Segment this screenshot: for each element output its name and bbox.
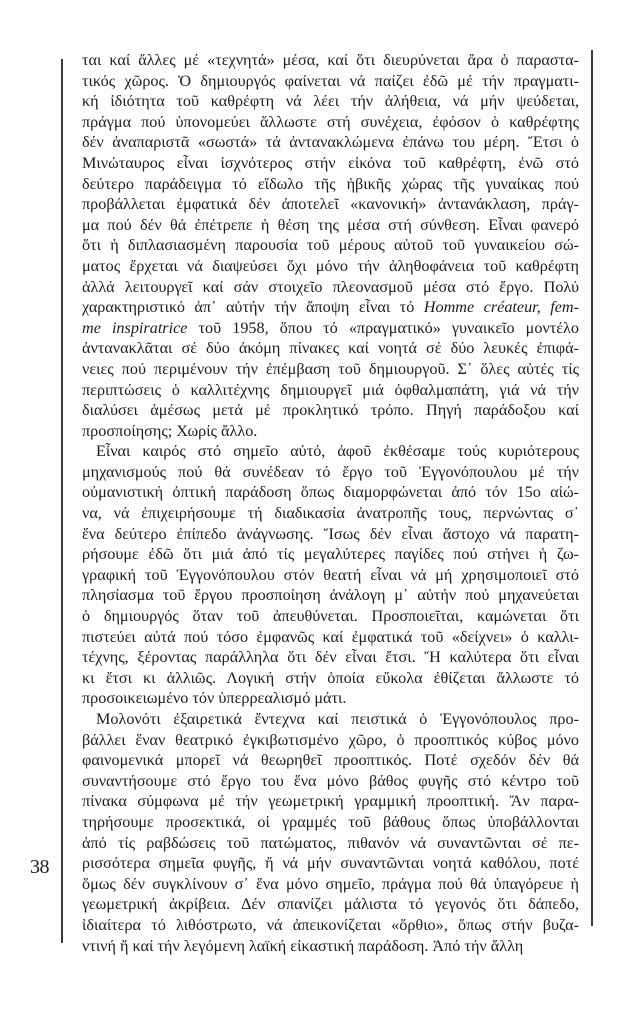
text-line: πιστεύει αὐτά πού τόσο ἐμφανῶς καί ἐμφατικά τοῦ «δείχνει» ὁ καλλι- — [82, 627, 579, 646]
text-line: ὅμως δέν συγκλίνουν σ᾽ ἕνα μόνο σημεῖο, πράγμα πού θά ὑπαγόρευε ἡ — [82, 874, 579, 893]
text-line: τέχνης, ξέροντας παράλληλα ὅτι δέν εἶναι ἔτσι. Ἤ καλύτερα ὅτι εἶναι — [82, 648, 579, 667]
text-line: βάλλει ἕναν θεατρικό ἐγκιβωτισμένο χῶρο, ὁ προοπτικός κύβος μόνο — [82, 730, 579, 749]
text-line: χαρακτηριστικό ἀπ᾽ αὐτήν τήν ἄποψη εἶναι τό Homme créateur, fem- — [82, 298, 579, 317]
text-line: φαινομενικά μπορεῖ νά θεωρηθεῖ προοπτικός. Ποτέ σχεδόν δέν θά — [82, 751, 579, 770]
text-line: διαλύσει ἀμέσως μετά μέ προκλητικό τρόπο. Πηγή παράδοξου καί — [82, 401, 579, 420]
paragraph — [82, 709, 579, 956]
text-line: γραφική τοῦ Ἐγγονόπουλου στόν θεατή εἶναι νά μή χρησιμοποιεῖ στό — [82, 565, 579, 584]
text-line: Μινώταυρος εἶναι ἰσχνότερος στήν εἰκόνα τοῦ καθρέφτη, ἐνῶ στό — [82, 153, 579, 172]
text-line: συναντήσουμε στό ἔργο του ἕνα μόνο βάθος φυγῆς στό κέντρο τοῦ — [82, 771, 579, 790]
text-line: ματος ἔρχεται νά διαψεύσει ὄχι μόνο τήν ἀληθοφάνεια τοῦ καθρέφτη — [82, 256, 579, 275]
text-line: γεωμετρική ἀκρίβεια. Δέν σπανίζει μάλιστα τό γεγονός ὅτι δάπεδο, — [82, 895, 579, 914]
text-line: me inspiratrice τοῦ 1958, ὅπου τό «πραγματικό» γυναικεῖο μοντέλο — [82, 318, 579, 337]
text-line: Μολονότι ἐξαιρετικά ἔντεχνα καί πειστικά ὁ Ἐγγονόπουλος προ- — [96, 710, 579, 728]
italic-title: me inspiratrice — [82, 318, 188, 337]
text-line: μηχανισμούς πού θά συνέδεαν τό ἔργο τοῦ Ἐγγονόπουλου μέ τήν — [82, 462, 579, 481]
text-line: ἰδιαίτερα τό λιθόστρωτο, νά ἀπεικονίζεται «ὄρθιο», ὅπως στήν βυζα- — [82, 915, 579, 934]
text-line: προβάλλεται ἐμφατικά δέν ἀποτελεῖ «κανονική» ἀντανάκλαση, πράγ- — [82, 195, 579, 214]
text-line: ἀπό τίς ραβδώσεις τοῦ πατώματος, πιθανόν νά συναντῶνται σέ πε- — [82, 833, 579, 852]
text-line: δέν ἀναπαριστᾶ «σωστά» τά ἀντανακλώμενα ἐπάνω του μέρη. Ἔτσι ὁ — [82, 133, 579, 152]
text-line: πίνακα σύμφωνα μέ τήν γεωμετρική γραμμική προοπτική. Ἄν παρα- — [82, 792, 579, 811]
text-line: οὐμανιστική ὀπτική παράδοση ὅπως διαμορφώνεται ἀπό τόν 15ο αἰώ- — [82, 483, 579, 502]
paragraph — [82, 441, 579, 709]
text-line: ται καί ἄλλες μέ «τεχνητά» μέσα, καί ὅτι διευρύνεται ἄρα ὁ παραστα- — [82, 51, 579, 69]
text-line: κή ἰδιότητα τοῦ καθρέφτη νά λέει τήν ἀλήθεια, νά μήν ψεύδεται, — [82, 92, 579, 111]
right-margin-rule — [591, 50, 593, 926]
text-line: νειες πού περιμένουν τήν ἐπέμβαση τοῦ δημιουργοῦ. Σ᾽ ὅλες αὐτές τίς — [82, 359, 579, 378]
text-line: προσοικειωμένο τόν ὑπερρεαλισμό μάτι. — [82, 689, 347, 708]
text-line: ἀντανακλᾶται σέ δύο ἀκόμη πίνακες καί νοητά σέ δύο λευκές ἐπιφά- — [82, 339, 579, 358]
text-line: τηρήσουμε προσεκτικά, οἱ γραμμές τοῦ βάθους ὅπως ὑποβάλλονται — [82, 812, 579, 831]
text-line: περιπτώσεις ὁ καλλιτέχνης δημιουργεῖ μιά ὀφθαλμαπάτη, γιά νά τήν — [82, 380, 579, 399]
text-line: ρήσουμε ἐδῶ ὅτι μιά ἀπό τίς μεγαλύτερες παγίδες πού στήνει ἡ ζω- — [82, 545, 579, 564]
paragraph — [82, 50, 579, 441]
text-line: πλησίασμα τοῦ ἔργου προσποίηση ἀνάλογη μ᾽ αὐτήν πού μηχανεύεται — [82, 586, 579, 605]
text-line: ντινή ἤ καί τήν λεγόμενη λαϊκή εἰκαστική παράδοση. Ἀπό τήν ἄλλη — [82, 936, 524, 955]
text-line: ὁ δημιουργός ὅταν τοῦ ἀπευθύνεται. Προσποιεῖται, καμώνεται ὅτι — [82, 607, 579, 626]
text-line: πράγμα πού ὑπονομεύει ἄλλωστε στή συνέχεια, ἐφόσον ὁ καθρέφτης — [82, 112, 579, 131]
text-line: να, νά ἐπιχειρήσουμε τή διαδικασία ἀνατροπῆς τους, περνώντας σ᾽ — [82, 504, 579, 523]
text-line: μα πού δέν θά ἐπέτρεπε ἡ θέση της μέσα στή σύνθεση. Εἶναι φανερό — [82, 215, 579, 234]
text-line: δεύτερο παράδειγμα τό εἴδωλο τῆς ἡβικῆς χώρας τῆς γυναίκας πού — [82, 174, 579, 193]
text-line: ὅτι ἡ διπλασιασμένη παρουσία τοῦ μέρους αὐτοῦ τοῦ γυναικείου σώ- — [82, 236, 579, 255]
text-line: τικός χῶρος. Ὁ δημιουργός φαίνεται νά παίζει ἐδῶ μέ τήν πραγματι- — [82, 71, 579, 90]
text-line: ἀλλά λειτουργεῖ καί σάν στοιχεῖο πλεονασμοῦ μέσα στό ἔργο. Πολύ — [82, 277, 579, 296]
page-number: 38 — [30, 856, 49, 878]
italic-title: Homme créateur, fem- — [423, 298, 579, 317]
body-text — [82, 50, 579, 956]
text-line: ρισσότερα σημεῖα φυγῆς, ἤ νά μήν συναντῶνται νοητά καθόλου, ποτέ — [82, 854, 579, 873]
text-line: κι ἔτσι κι ἀλλιῶς. Λογική στήν ὁποία εὔκολα ἐθίζεται ἄλλωστε τό — [82, 668, 579, 687]
text-line: ἕνα δεύτερο ἐπίπεδο ἀνάγνωσης. Ἴσως δέν εἶναι ἄστοχο νά παρατη- — [82, 524, 579, 543]
text-line: Εἶναι καιρός στό σημεῖο αὐτό, ἀφοῦ ἐκθέσαμε τούς κυριότερους — [96, 442, 579, 461]
left-margin-rule — [61, 59, 63, 943]
text-line: προσποίησης; Χωρίς ἄλλο. — [82, 421, 258, 440]
